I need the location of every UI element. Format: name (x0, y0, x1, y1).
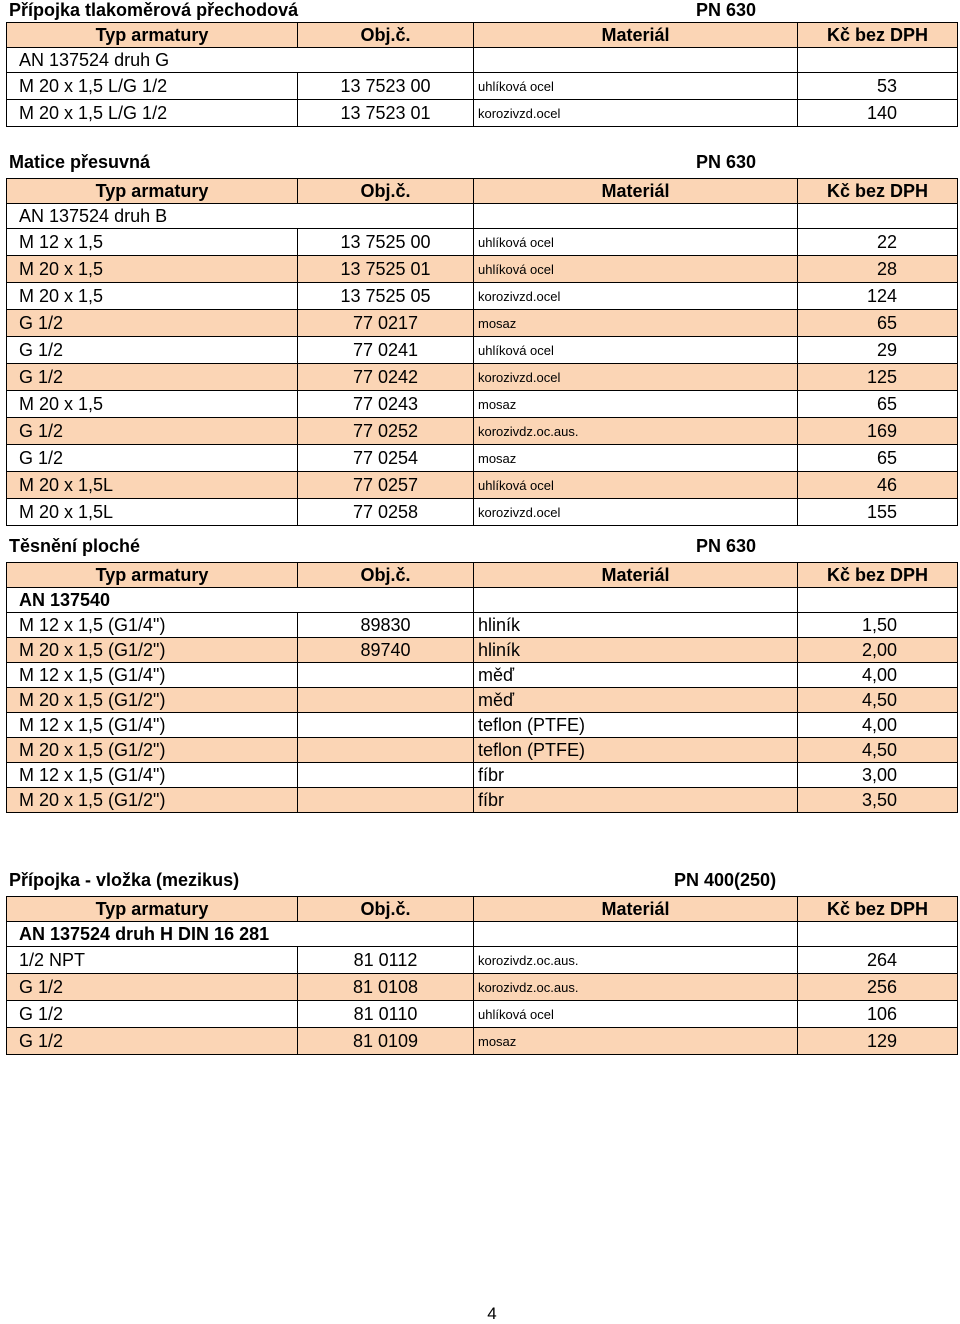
table-row (7, 738, 958, 763)
cell-material (474, 472, 798, 499)
cell-type: M 20 x 1,5 (G1/2") (7, 788, 298, 813)
table-row (7, 663, 958, 688)
cell-price: 65 (798, 391, 958, 418)
cell-material (474, 337, 798, 364)
group-row (7, 204, 958, 229)
cell-material (474, 947, 798, 974)
material-text: korozivzd.ocel (478, 505, 561, 520)
column-header-obj: Obj.č. (298, 179, 474, 204)
cell-obj: 89740 (298, 638, 474, 663)
group-label: AN 137524 druh B (7, 204, 474, 229)
column-header-material: Materiál (474, 897, 798, 922)
section-pripojka-vlozka (0, 870, 960, 1051)
cell-type: G 1/2 (7, 974, 298, 1001)
table-row (7, 229, 958, 256)
cell-price: 4,00 (798, 663, 958, 688)
material-text: uhlíková ocel (478, 1007, 554, 1022)
cell-price: 22 (798, 229, 958, 256)
cell-material (474, 1001, 798, 1028)
table-body (7, 204, 958, 526)
group-label: AN 137524 druh H DIN 16 281 (7, 922, 474, 947)
cell-obj: 77 0243 (298, 391, 474, 418)
material-text: teflon (PTFE) (478, 715, 586, 735)
cell-material (474, 418, 798, 445)
column-header-price: Kč bez DPH (798, 897, 958, 922)
price-table (6, 22, 958, 127)
cell-material (474, 445, 798, 472)
section-matice-presuvna (0, 152, 960, 522)
cell-obj: 77 0258 (298, 499, 474, 526)
table-header-row (7, 563, 958, 588)
section-tesneni-ploche (0, 536, 960, 810)
cell-material (474, 364, 798, 391)
material-text: teflon (PTFE) (478, 740, 586, 760)
table-body (7, 922, 958, 1055)
table-row (7, 1001, 958, 1028)
group-empty-cell (474, 588, 798, 613)
column-header-type: Typ armatury (7, 897, 298, 922)
cell-type: G 1/2 (7, 1028, 298, 1055)
cell-material (474, 638, 798, 663)
material-text: korozivdz.oc.aus. (478, 424, 579, 439)
cell-type: G 1/2 (7, 418, 298, 445)
cell-type: M 12 x 1,5 (G1/4") (7, 713, 298, 738)
table-row (7, 364, 958, 391)
cell-type: M 12 x 1,5 (7, 229, 298, 256)
cell-type: G 1/2 (7, 337, 298, 364)
material-text: korozivdz.oc.aus. (478, 980, 579, 995)
section-title: Matice přesuvná (9, 152, 151, 172)
material-text: korozivzd.ocel (478, 106, 561, 121)
material-text: hliník (478, 615, 521, 635)
group-empty-cell (798, 922, 958, 947)
cell-obj: 77 0257 (298, 472, 474, 499)
cell-type: M 12 x 1,5 (G1/4") (7, 763, 298, 788)
table-body (7, 48, 958, 127)
section-pripojka-tlakomerova (0, 0, 960, 123)
cell-price: 124 (798, 283, 958, 310)
column-header-type: Typ armatury (7, 179, 298, 204)
cell-type: G 1/2 (7, 1001, 298, 1028)
table-header-row (7, 897, 958, 922)
cell-material (474, 974, 798, 1001)
cell-price: 3,50 (798, 788, 958, 813)
material-text: fíbr (478, 790, 505, 810)
cell-type: M 12 x 1,5 (G1/4") (7, 663, 298, 688)
table-row (7, 418, 958, 445)
table-row (7, 100, 958, 127)
cell-type: M 20 x 1,5 L/G 1/2 (7, 100, 298, 127)
material-text: uhlíková ocel (478, 478, 554, 493)
cell-type: G 1/2 (7, 445, 298, 472)
cell-obj: 81 0108 (298, 974, 474, 1001)
cell-price: 28 (798, 256, 958, 283)
cell-price: 264 (798, 947, 958, 974)
group-row (7, 588, 958, 613)
section-header (0, 0, 960, 24)
page-number: 4 (487, 1304, 497, 1323)
group-empty-cell (474, 922, 798, 947)
cell-type: M 20 x 1,5 L/G 1/2 (7, 73, 298, 100)
section-pressure-rating: PN 400(250) (674, 870, 777, 890)
column-header-type: Typ armatury (7, 23, 298, 48)
cell-price: 4,50 (798, 688, 958, 713)
cell-material (474, 499, 798, 526)
cell-price: 169 (798, 418, 958, 445)
column-header-type: Typ armatury (7, 563, 298, 588)
table-row (7, 763, 958, 788)
table-row (7, 788, 958, 813)
column-header-price: Kč bez DPH (798, 563, 958, 588)
table-body (7, 588, 958, 813)
cell-price: 4,50 (798, 738, 958, 763)
material-text: mosaz (478, 397, 517, 412)
column-header-price: Kč bez DPH (798, 23, 958, 48)
table-row (7, 337, 958, 364)
cell-obj (298, 763, 474, 788)
material-text: hliník (478, 640, 521, 660)
cell-obj: 13 7525 00 (298, 229, 474, 256)
table-row (7, 1028, 958, 1055)
section-title: Přípojka - vložka (mezikus) (9, 870, 240, 890)
cell-price: 65 (798, 445, 958, 472)
cell-price: 46 (798, 472, 958, 499)
column-header-obj: Obj.č. (298, 897, 474, 922)
table-row (7, 974, 958, 1001)
material-text: uhlíková ocel (478, 262, 554, 277)
cell-price: 53 (798, 73, 958, 100)
column-header-price: Kč bez DPH (798, 179, 958, 204)
cell-type: M 20 x 1,5 (G1/2") (7, 638, 298, 663)
cell-type: M 20 x 1,5 (7, 256, 298, 283)
price-table (6, 896, 958, 1055)
cell-type: M 12 x 1,5 (G1/4") (7, 613, 298, 638)
material-text: měď (478, 665, 515, 685)
table-row (7, 283, 958, 310)
table-row (7, 713, 958, 738)
cell-obj: 81 0112 (298, 947, 474, 974)
table-row (7, 688, 958, 713)
material-text: mosaz (478, 1034, 517, 1049)
cell-price: 65 (798, 310, 958, 337)
cell-obj (298, 738, 474, 763)
table-row (7, 445, 958, 472)
group-empty-cell (798, 48, 958, 73)
cell-obj: 13 7525 01 (298, 256, 474, 283)
material-text: korozivdz.oc.aus. (478, 953, 579, 968)
cell-material (474, 613, 798, 638)
section-pressure-rating: PN 630 (696, 0, 757, 20)
cell-material (474, 738, 798, 763)
table-row (7, 947, 958, 974)
section-title: Těsnění ploché (9, 536, 141, 556)
cell-price: 2,00 (798, 638, 958, 663)
group-empty-cell (474, 48, 798, 73)
cell-material (474, 688, 798, 713)
material-text: mosaz (478, 451, 517, 466)
column-header-material: Materiál (474, 563, 798, 588)
cell-obj: 89830 (298, 613, 474, 638)
table-row (7, 499, 958, 526)
cell-material (474, 256, 798, 283)
table-header-row (7, 23, 958, 48)
column-header-material: Materiál (474, 23, 798, 48)
cell-material (474, 663, 798, 688)
cell-obj: 77 0254 (298, 445, 474, 472)
cell-obj: 81 0109 (298, 1028, 474, 1055)
cell-obj (298, 713, 474, 738)
price-table (6, 562, 958, 813)
material-text: korozivzd.ocel (478, 370, 561, 385)
group-row (7, 48, 958, 73)
cell-type: 1/2 NPT (7, 947, 298, 974)
table-header-row (7, 179, 958, 204)
cell-type: M 20 x 1,5 (7, 283, 298, 310)
cell-material (474, 1028, 798, 1055)
group-label: AN 137524 druh G (7, 48, 474, 73)
section-pressure-rating: PN 630 (696, 152, 757, 172)
cell-material (474, 788, 798, 813)
cell-material (474, 713, 798, 738)
material-text: mosaz (478, 316, 517, 331)
material-text: uhlíková ocel (478, 235, 554, 250)
section-header (0, 536, 960, 560)
cell-material (474, 73, 798, 100)
group-empty-cell (798, 204, 958, 229)
material-text: měď (478, 690, 515, 710)
group-empty-cell (798, 588, 958, 613)
group-empty-cell (474, 204, 798, 229)
table-row (7, 73, 958, 100)
column-header-obj: Obj.č. (298, 23, 474, 48)
column-header-obj: Obj.č. (298, 563, 474, 588)
cell-price: 155 (798, 499, 958, 526)
cell-obj: 77 0242 (298, 364, 474, 391)
cell-price: 106 (798, 1001, 958, 1028)
cell-type: M 20 x 1,5L (7, 472, 298, 499)
material-text: uhlíková ocel (478, 79, 554, 94)
cell-type: M 20 x 1,5L (7, 499, 298, 526)
cell-price: 4,00 (798, 713, 958, 738)
group-label: AN 137540 (7, 588, 474, 613)
cell-obj (298, 688, 474, 713)
section-pressure-rating: PN 630 (696, 536, 757, 556)
cell-type: M 20 x 1,5 (G1/2") (7, 738, 298, 763)
cell-price: 125 (798, 364, 958, 391)
cell-obj (298, 788, 474, 813)
cell-price: 129 (798, 1028, 958, 1055)
price-table (6, 178, 958, 526)
table-row (7, 256, 958, 283)
material-text: uhlíková ocel (478, 343, 554, 358)
section-title: Přípojka tlakoměrová přechodová (9, 0, 299, 20)
table-row (7, 638, 958, 663)
cell-type: M 20 x 1,5 (G1/2") (7, 688, 298, 713)
table-row (7, 391, 958, 418)
cell-price: 140 (798, 100, 958, 127)
cell-obj: 13 7523 01 (298, 100, 474, 127)
material-text: korozivzd.ocel (478, 289, 561, 304)
cell-type: G 1/2 (7, 364, 298, 391)
material-text: fíbr (478, 765, 505, 785)
table-row (7, 613, 958, 638)
table-row (7, 310, 958, 337)
cell-obj: 13 7523 00 (298, 73, 474, 100)
cell-material (474, 283, 798, 310)
cell-material (474, 310, 798, 337)
cell-type: M 20 x 1,5 (7, 391, 298, 418)
group-row (7, 922, 958, 947)
cell-obj: 13 7525 05 (298, 283, 474, 310)
cell-material (474, 763, 798, 788)
cell-price: 3,00 (798, 763, 958, 788)
cell-type: G 1/2 (7, 310, 298, 337)
cell-price: 1,50 (798, 613, 958, 638)
cell-obj: 81 0110 (298, 1001, 474, 1028)
cell-material (474, 229, 798, 256)
cell-price: 256 (798, 974, 958, 1001)
section-header (0, 152, 960, 176)
section-header (0, 870, 960, 894)
cell-material (474, 100, 798, 127)
cell-obj (298, 663, 474, 688)
column-header-material: Materiál (474, 179, 798, 204)
cell-obj: 77 0252 (298, 418, 474, 445)
cell-price: 29 (798, 337, 958, 364)
table-row (7, 472, 958, 499)
cell-material (474, 391, 798, 418)
cell-obj: 77 0217 (298, 310, 474, 337)
cell-obj: 77 0241 (298, 337, 474, 364)
